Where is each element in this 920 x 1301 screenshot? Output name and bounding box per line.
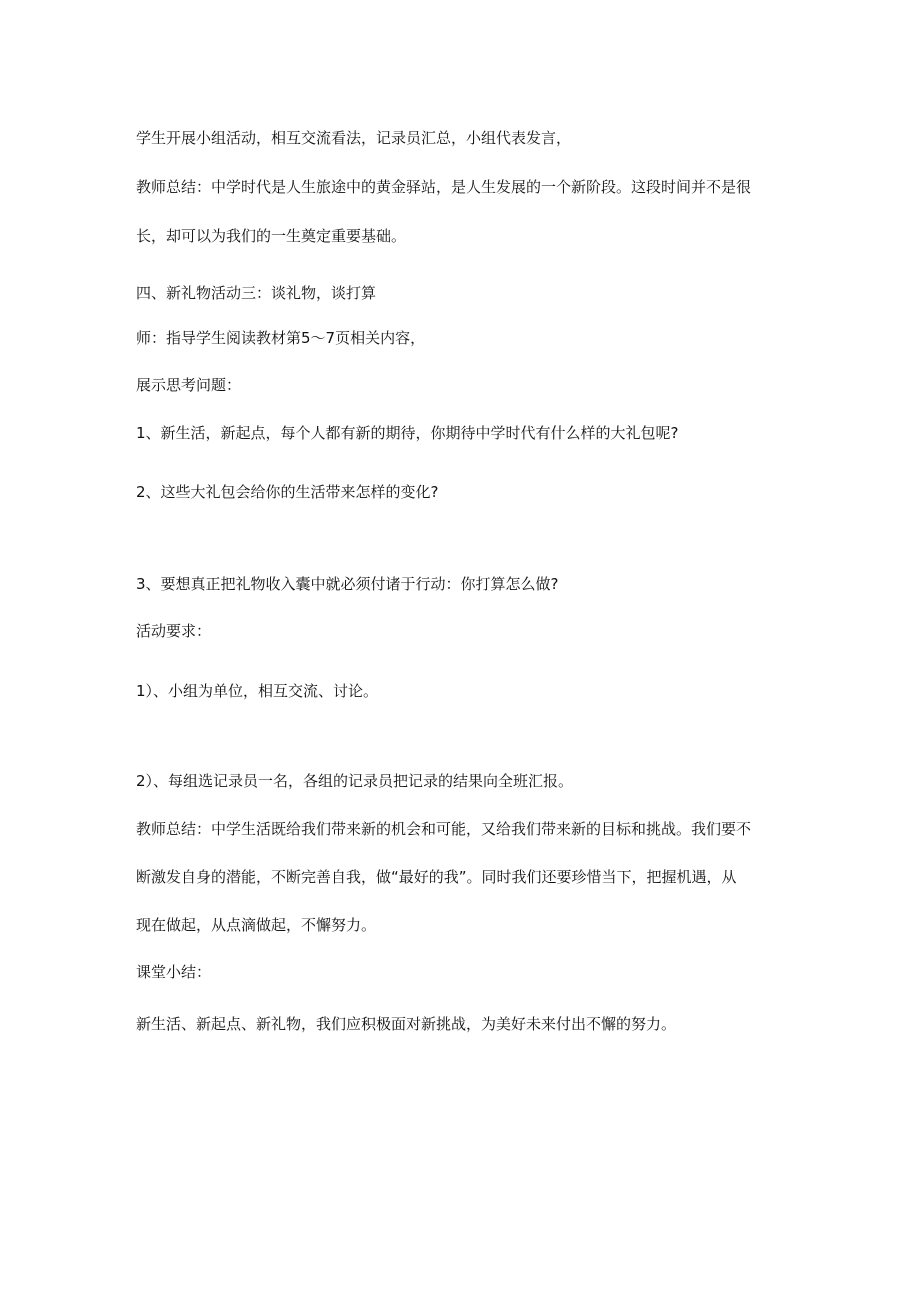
text-line-teacher-summary-1b: 长，却可以为我们的一生奠定重要基础。 bbox=[136, 227, 407, 245]
text-line-group-activity: 学生开展小组活动，相互交流看法，记录员汇总，小组代表发言， bbox=[136, 129, 572, 147]
text-line-class-summary: 新生活、新起点、新礼物，我们应积极面对新挑战，为美好未来付出不懈的努力。 bbox=[136, 1015, 677, 1033]
text-line-teacher-guide: 师：指导学生阅读教材第5～7页相关内容， bbox=[136, 329, 426, 347]
text-line-questions-label: 展示思考问题： bbox=[136, 376, 242, 394]
text-line-class-summary-label: 课堂小结： bbox=[136, 963, 212, 981]
requirement-item-1: 1）、小组为单位，相互交流、讨论。 bbox=[136, 682, 379, 700]
text-line-teacher-summary-2c: 现在做起，从点滴做起，不懈努力。 bbox=[136, 916, 377, 934]
question-item-2: 2、这些大礼包会给你的生活带来怎样的变化? bbox=[136, 483, 439, 501]
question-item-1: 1、新生活，新起点，每个人都有新的期待，你期待中学时代有什么样的大礼包呢? bbox=[136, 424, 679, 442]
text-line-teacher-summary-1a: 教师总结：中学时代是人生旅途中的黄金驿站，是人生发展的一个新阶段。这段时间并不是很 bbox=[136, 178, 752, 196]
text-line-teacher-summary-2a: 教师总结：中学生活既给我们带来新的机会和可能，又给我们带来新的目标和挑战。我们要不 bbox=[136, 820, 752, 838]
text-line-teacher-summary-2b: 断激发自身的潜能，不断完善自我，做“最好的我”。同时我们还要珍惜当下，把握机遇，从 bbox=[136, 868, 737, 886]
text-line-requirements-label: 活动要求： bbox=[136, 622, 212, 640]
section-heading-activity-three: 四、新礼物活动三：谈礼物，谈打算 bbox=[136, 284, 377, 302]
requirement-item-2: 2）、每组选记录员一名，各组的记录员把记录的结果向全班汇报。 bbox=[136, 772, 574, 790]
question-item-3: 3、要想真正把礼物收入囊中就必须付诸于行动：你打算怎么做? bbox=[136, 575, 559, 593]
